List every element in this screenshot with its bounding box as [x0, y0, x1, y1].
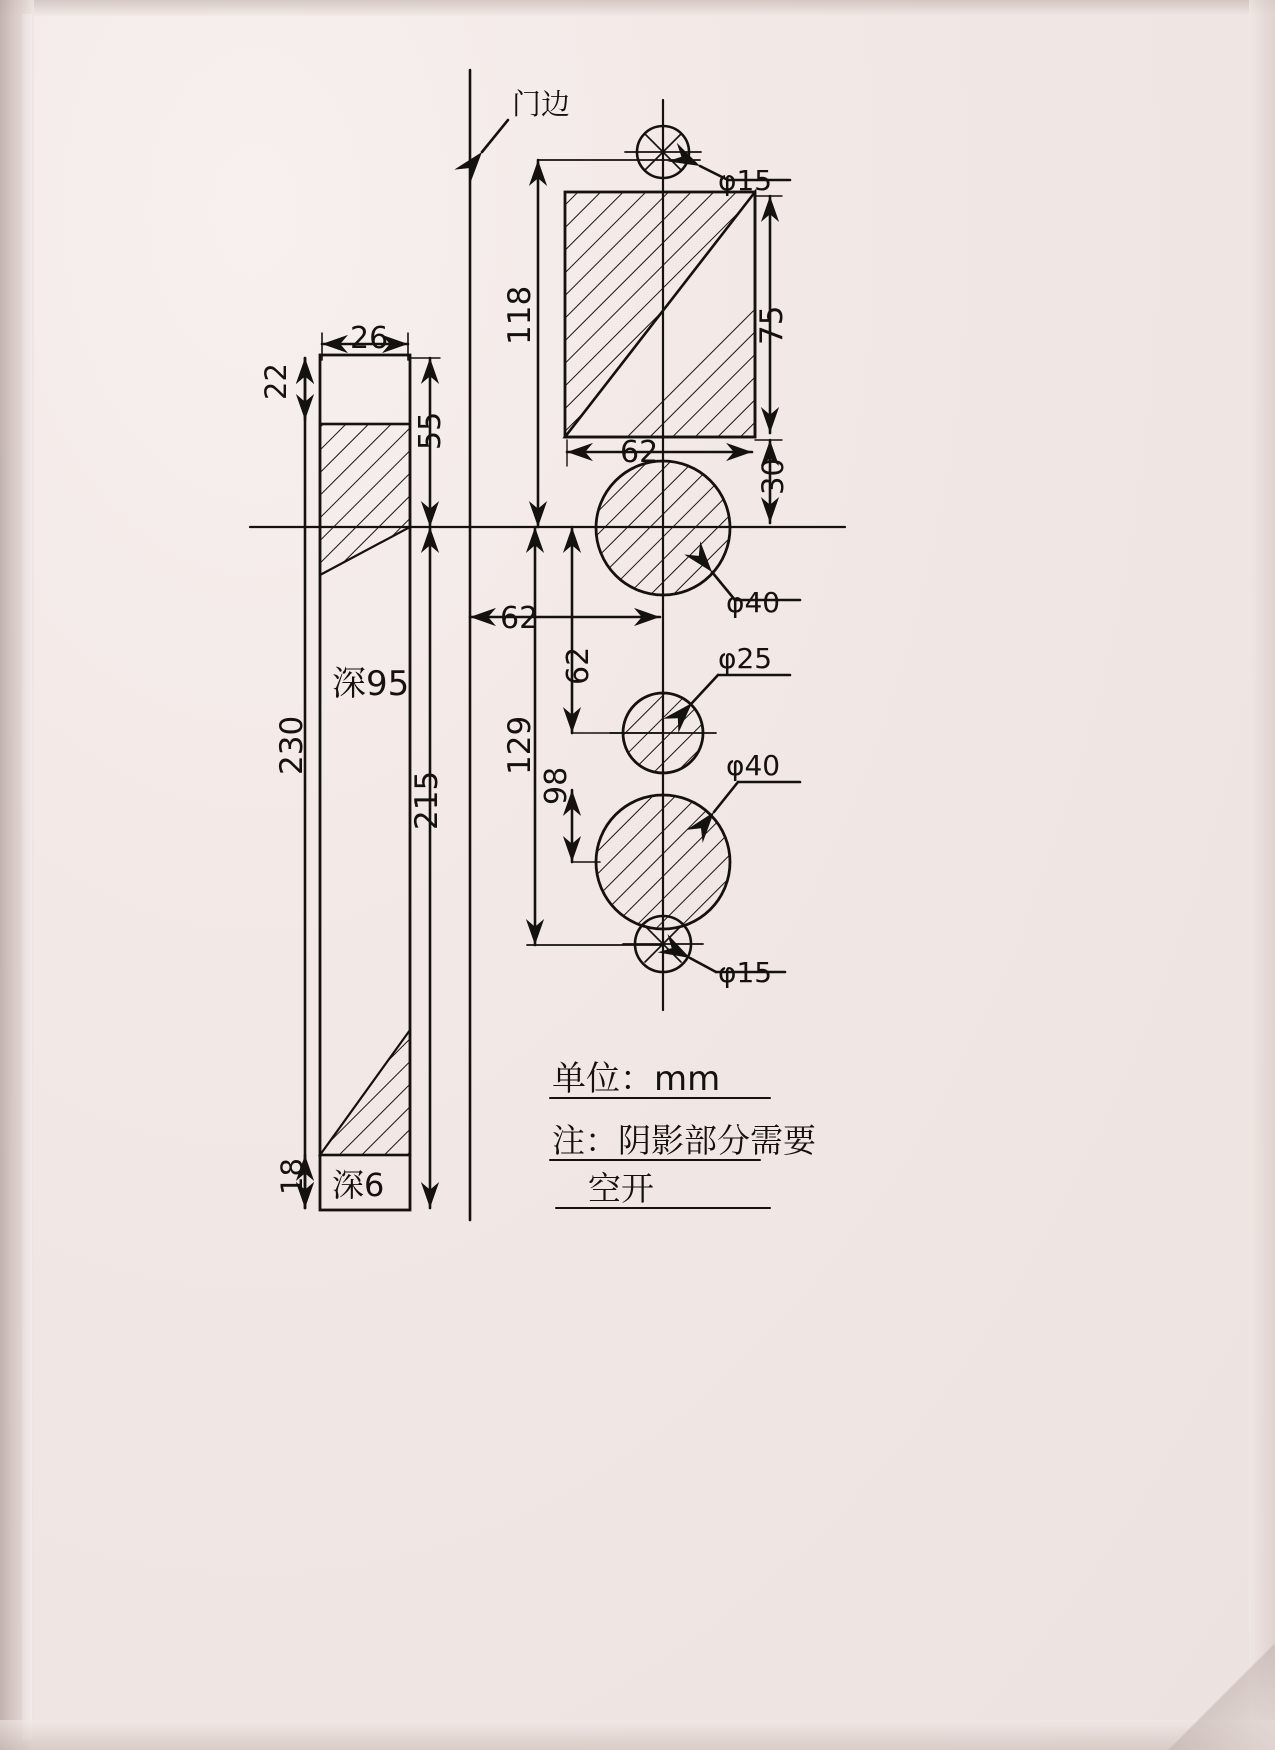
dim-118-label: 118 — [502, 285, 538, 345]
hole-top-phi15: φ15 — [718, 164, 773, 197]
leader-door-edge — [482, 120, 508, 152]
dim-26-label: 26 — [350, 321, 389, 356]
dim-98-label: 98 — [539, 766, 574, 805]
side-view-hatch-bottom — [320, 1030, 410, 1155]
leader-phi15-bottom — [690, 958, 716, 972]
dim-230-label: 230 — [274, 715, 310, 775]
circle-phi40-upper — [596, 461, 730, 595]
dim-55-label: 55 — [413, 411, 448, 450]
note-line-1: 注：阴影部分需要 — [552, 1121, 816, 1160]
hole-phi40-upper: φ40 — [726, 586, 781, 619]
note-unit: 单位：mm — [552, 1059, 721, 1099]
dim-18-label: 18 — [275, 1158, 309, 1195]
dim-22-label: 22 — [259, 363, 293, 400]
dim-62-rect-label: 62 — [620, 435, 659, 470]
circle-phi40-lower — [596, 795, 730, 929]
dim-30-label: 30 — [756, 458, 790, 495]
hole-phi40-lower: φ40 — [726, 749, 781, 782]
label-door-edge: 门边 — [512, 87, 571, 121]
dim-215-label: 215 — [409, 770, 445, 830]
dim-62-left-label: 62 — [500, 601, 539, 636]
note-line-2: 空开 — [588, 1169, 654, 1208]
label-depth-6: 深6 — [332, 1166, 385, 1204]
label-depth-95: 深95 — [332, 664, 410, 704]
leader-phi25 — [692, 675, 718, 703]
side-view-hatch-top — [320, 424, 410, 575]
hole-bottom-phi15: φ15 — [718, 956, 773, 989]
dim-75-label: 75 — [754, 305, 790, 345]
dim-62-vertical-label: 62 — [561, 646, 596, 685]
hole-phi25: φ25 — [718, 642, 773, 675]
leader-phi40-lower — [714, 782, 738, 812]
dim-129-label: 129 — [502, 715, 538, 775]
